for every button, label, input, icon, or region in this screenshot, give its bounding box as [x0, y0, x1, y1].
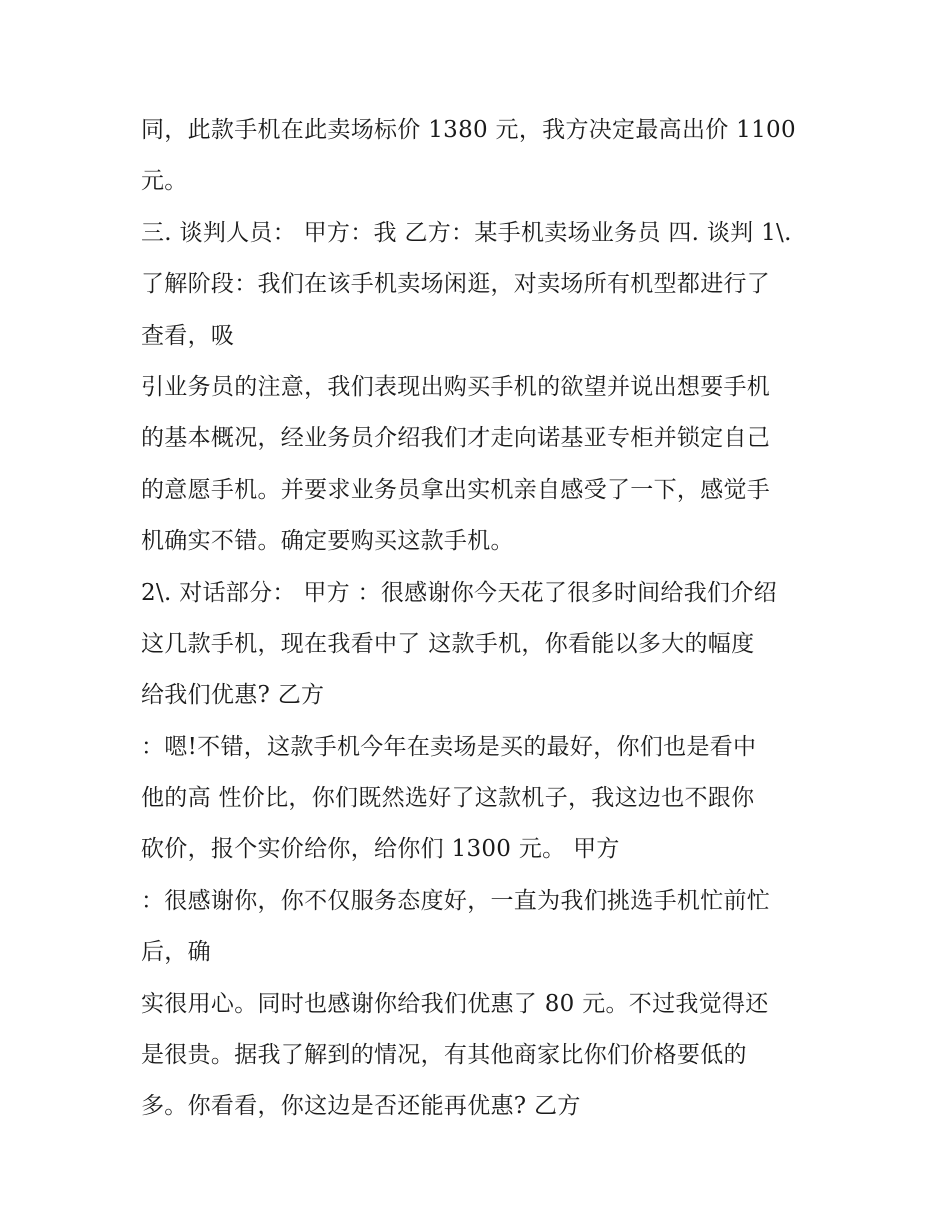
text-line: 多。你看看，你这边是否还能再优惠? 乙方 — [141, 1093, 581, 1120]
text-line: 实很用心。同时也感谢你给我们优惠了 80 元。不过我觉得还 — [141, 990, 769, 1017]
text-line: 同，此款手机在此卖场标价 1380 元，我方决定最高出价 1100 — [141, 117, 796, 143]
document-body — [141, 105, 831, 1133]
text-line: 后，确 — [141, 939, 211, 966]
text-line: 了解阶段：我们在该手机卖场闲逛，对卖场所有机型都进行了 — [141, 271, 771, 298]
text-line: 机确实不错。确定要购买这款手机。 — [141, 528, 514, 555]
text-line: 的基本概况，经业务员介绍我们才走向诺基亚专柜并锁定自己 — [141, 425, 771, 452]
text-line: 元。 — [141, 168, 188, 195]
text-line: ：嗯!不错，这款手机今年在卖场是买的最好，你们也是看中 — [141, 733, 757, 760]
text-line: ：很感谢你，你不仅服务态度好，一直为我们挑选手机忙前忙 — [141, 887, 771, 914]
text-line: 砍价，报个实价给你，给你们 1300 元。 甲方 — [141, 836, 620, 863]
text-line: 2\. 对话部分： 甲方 ：很感谢你今天花了很多时间给我们介绍 — [141, 579, 777, 606]
text-line: 他的高 性价比，你们既然选好了这款机子，我这边也不跟你 — [141, 785, 755, 812]
text-line: 三. 谈判人员： 甲方：我 乙方：某手机卖场业务员 四. 谈判 1\. — [141, 219, 792, 246]
text-line: 是很贵。据我了解到的情况，有其他商家比你们价格要低的 — [141, 1042, 747, 1069]
text-line: 引业务员的注意，我们表现出购买手机的欲望并说出想要手机 — [141, 373, 771, 400]
text-line: 的意愿手机。并要求业务员拿出实机亲自感受了一下，感觉手 — [141, 476, 771, 503]
text-line: 查看，吸 — [141, 322, 235, 349]
text-line: 这几款手机，现在我看中了 这款手机，你看能以多大的幅度 — [141, 630, 755, 657]
text-line: 给我们优惠? 乙方 — [141, 682, 325, 709]
